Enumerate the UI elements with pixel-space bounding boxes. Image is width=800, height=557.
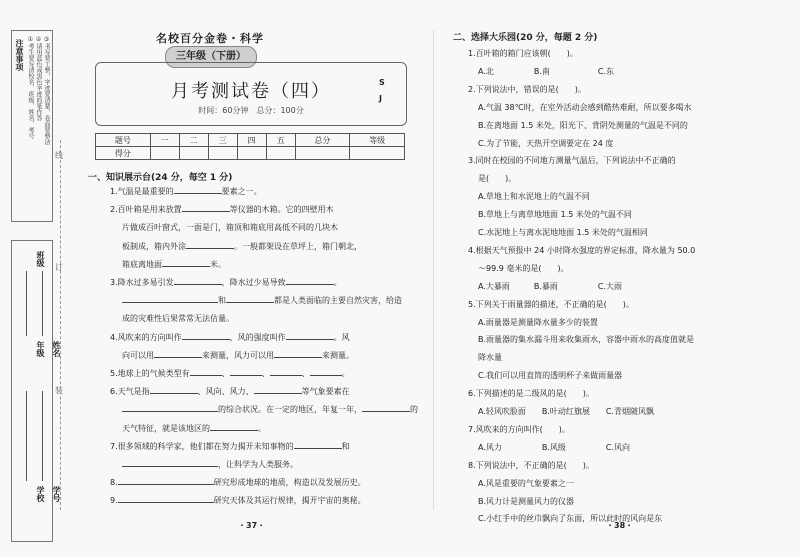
question-text: 来测量，风力可以用 — [202, 350, 274, 360]
choice-option[interactable]: C.水泥地上与离水泥地地面 1.5 米处的气温相同 — [478, 228, 648, 237]
cut-mark: 订 — [55, 263, 63, 272]
choice-option[interactable]: A.雨量器是测量降水量多少的装置 — [478, 317, 598, 327]
section1-line — [110, 202, 334, 218]
question-text: ，风的强度叫作 — [229, 332, 286, 342]
answer-blank[interactable] — [286, 275, 334, 285]
choice-option[interactable]: C.我们可以用直筒的透明杯子来做雨量器 — [478, 371, 623, 381]
section1-line — [122, 457, 298, 473]
section1-line — [110, 184, 262, 200]
class-field-label: 班级 — [36, 251, 45, 267]
notes-line: ②请用蓝色或黑色字迹的笔作答 — [35, 36, 42, 121]
answer-blank[interactable] — [274, 348, 322, 358]
question-text: 地球上的气候类型有 — [117, 369, 190, 378]
notes-label: 注意事项 — [15, 39, 24, 71]
binding-sidebar — [0, 0, 62, 557]
answer-blank[interactable] — [118, 475, 166, 485]
series-title: 名校百分金卷・科学 — [156, 32, 264, 45]
class-field-line[interactable] — [26, 271, 27, 336]
student-number-field-line[interactable] — [42, 391, 43, 481]
score-cell[interactable] — [150, 147, 179, 160]
answer-blank[interactable] — [174, 275, 222, 285]
question-number: 7. — [110, 441, 118, 451]
choice-option[interactable]: C.小红手中的丝巾飘向了东面，所以此时的风向是东 — [478, 514, 663, 524]
score-header: 五 — [266, 134, 295, 147]
question-text: 的综合状况。在一定的地区，年复一年， — [218, 405, 362, 415]
question-number: 1. — [110, 187, 118, 196]
choice-question: 2.下列说法中，错误的是( )。 — [468, 84, 586, 94]
answer-blank[interactable] — [226, 293, 274, 303]
choice-option[interactable]: B.在离地面 1.5 米处，阳光下、背阴处测量的气温是不同的 — [478, 120, 688, 130]
section1-line — [122, 239, 362, 255]
notes-box — [11, 30, 53, 222]
answer-blank[interactable] — [122, 457, 170, 467]
answer-blank[interactable] — [362, 402, 410, 412]
question-text: 成的灾难性后果常常无法估量。 — [122, 314, 234, 324]
notes-line: ③书写要工整，字迹要清楚，卷面要整洁 — [43, 36, 50, 145]
question-text: 的 — [410, 405, 418, 415]
answer-blank[interactable] — [190, 366, 222, 376]
section1-line — [110, 330, 350, 346]
choice-question: 5.下列关于雨量器的描述，不正确的是( )。 — [468, 299, 634, 309]
question-text: 要素之一。 — [221, 187, 262, 196]
answer-blank[interactable] — [154, 348, 202, 358]
section1-line — [122, 293, 402, 309]
name-field-label: 姓名 — [52, 341, 61, 357]
school-field-line[interactable] — [26, 391, 27, 481]
score-cell[interactable] — [266, 147, 295, 160]
question-text: 都是人类面临的主要自然灾害，给造 — [274, 296, 402, 306]
question-number: 5. — [110, 369, 118, 378]
question-text: 。 — [333, 278, 342, 287]
notes-line: ①考生要写清校名、班级、姓名、考号 — [27, 36, 34, 139]
choice-question: 8.下列说法中，不正确的是( )。 — [468, 460, 594, 470]
choice-option[interactable]: A.北 B.南 C.东 — [478, 66, 615, 76]
exam-meta: 时间：60分钟 总分：100分 — [198, 106, 304, 115]
page-number-right: ・38・ — [606, 521, 634, 530]
section1-line — [122, 311, 234, 327]
score-cell[interactable] — [295, 147, 350, 160]
question-text: 风吹来的方向叫作 — [117, 332, 182, 342]
cut-mark: 装 — [55, 386, 63, 395]
answer-blank[interactable] — [170, 293, 218, 303]
choice-question: 1.百叶箱的箱门应该朝( )。 — [468, 49, 578, 58]
question-text: 天气是指 — [117, 387, 150, 397]
score-cell[interactable] — [237, 147, 266, 160]
edition-mark — [379, 75, 389, 107]
question-number: 9. — [110, 496, 118, 506]
question-text: 研究形成地球的地质，构造以及发展历史。 — [213, 478, 366, 488]
answer-blank[interactable] — [182, 202, 230, 212]
answer-blank[interactable] — [122, 293, 170, 303]
section1-line — [110, 275, 342, 291]
answer-blank[interactable] — [170, 457, 218, 467]
choice-option[interactable]: 是( )。 — [478, 174, 517, 184]
choice-option[interactable]: ～99.9 毫米的是( )。 — [478, 263, 569, 273]
section1-line — [110, 439, 350, 455]
answer-blank[interactable] — [170, 402, 218, 412]
choice-question: 6.下列描述的是二级风的是( )。 — [468, 389, 594, 399]
grade-badge: 三年级（下册） — [165, 46, 257, 68]
answer-blank[interactable] — [122, 402, 170, 412]
question-text: 来测量。 — [322, 350, 354, 360]
score-header: 四 — [237, 134, 266, 147]
question-text: 、 — [221, 369, 230, 378]
student-info-box — [11, 240, 61, 542]
choice-option[interactable]: A.风力 B.风级 C.风向 — [478, 442, 631, 452]
question-text: 天气特征，就是该地区的 — [122, 423, 210, 433]
question-text: 米。 — [210, 259, 226, 269]
choice-option[interactable]: A.草地上和水泥地上的气温不同 — [478, 192, 590, 202]
question-text: 片做成百叶窗式，一面是门，箱顶和箱底用高低不同的几块木 — [122, 223, 338, 233]
answer-blank[interactable] — [210, 421, 258, 431]
score-header: 等级 — [350, 134, 405, 147]
question-text: 、 — [301, 369, 310, 378]
section1-line — [110, 366, 350, 382]
answer-blank[interactable] — [270, 366, 302, 376]
choice-option[interactable]: B.风力计是测量风力的仪器 — [478, 496, 575, 506]
section1-line — [122, 402, 418, 418]
choice-question: 4.根据天气预报中 24 小时降水强度的界定标准，降水量为 50.0 — [468, 245, 696, 255]
choice-option[interactable]: A.大暴雨 B.暴雨 C.大雨 — [478, 281, 623, 291]
section1-line — [122, 421, 266, 437]
score-cell[interactable] — [179, 147, 208, 160]
question-text: 气温是最重要的 — [117, 187, 174, 196]
question-number: 4. — [110, 332, 118, 342]
score-table — [95, 133, 405, 160]
exam-title-box — [95, 62, 407, 126]
question-text: 和 — [341, 441, 350, 451]
score-header: 题号 — [96, 134, 151, 147]
answer-blank[interactable] — [166, 475, 214, 485]
question-text: 和 — [218, 296, 226, 306]
score-header: 二 — [179, 134, 208, 147]
question-text: 等气象要素在 — [301, 387, 350, 397]
score-row-label: 得分 — [96, 147, 151, 160]
school-field-label: 学校 — [36, 486, 45, 502]
answer-blank[interactable] — [186, 239, 234, 249]
question-text: 降水过多易引发 — [117, 278, 174, 287]
section1-line — [122, 257, 226, 273]
question-text: 研究天体及其运行规律，揭开宇宙的奥秘。 — [213, 496, 366, 506]
score-header: 三 — [208, 134, 237, 147]
question-number: 6. — [110, 387, 118, 397]
score-header: 总分 — [295, 134, 350, 147]
edition-s: S — [379, 78, 385, 87]
score-cell[interactable] — [350, 147, 405, 160]
question-text: 等仪器的木箱。它的四壁用木 — [229, 205, 334, 215]
choice-option[interactable]: A.轻风吹脸面 B.叶动红旗展 C.青烟随风飘 — [478, 407, 655, 416]
section1-line — [122, 220, 338, 236]
choice-option[interactable]: B.草地上与离草地地面 1.5 米处的气温不同 — [478, 210, 632, 220]
question-text: 。风 — [333, 332, 350, 342]
section1-line — [110, 475, 366, 491]
answer-blank[interactable] — [310, 366, 342, 376]
choice-question: 7.风吹来的方向叫作( )。 — [468, 424, 570, 434]
score-header: 一 — [150, 134, 179, 147]
name-field-line[interactable] — [42, 271, 43, 336]
answer-blank[interactable] — [166, 493, 214, 503]
answer-blank[interactable] — [294, 439, 342, 449]
choice-option[interactable]: A.风是重要的气象要素之一 — [478, 478, 574, 488]
answer-blank[interactable] — [162, 257, 210, 267]
question-text: 很多领域的科学家，他们都在努力揭开未知事物的 — [117, 441, 294, 451]
question-text: 板制成，箱内外涂 — [122, 241, 186, 251]
question-number: 8. — [110, 478, 118, 488]
section1-title: 一、知识展示台(24 分，每空 1 分) — [88, 173, 233, 183]
student-number-field-label: 学号 — [52, 486, 61, 502]
answer-blank[interactable] — [182, 330, 230, 340]
grade-field-label: 年级 — [36, 341, 45, 357]
answer-blank[interactable] — [118, 493, 166, 503]
question-number: 2. — [110, 205, 118, 215]
question-text: 。 — [341, 369, 350, 378]
answer-blank[interactable] — [174, 184, 222, 194]
choice-option[interactable]: 降水量 — [478, 353, 502, 363]
page-number-left: ・37・ — [238, 521, 266, 530]
section2-title: 二、选择大乐园(20 分，每题 2 分) — [453, 33, 598, 43]
question-text: ，让科学为人类服务。 — [218, 460, 298, 469]
cut-mark: 线 — [55, 151, 63, 160]
choice-option[interactable]: A.气温 38℃时，在室外活动会感到酷热难耐，所以要多喝水 — [478, 102, 692, 112]
page-divider — [433, 30, 434, 510]
answer-blank[interactable] — [254, 384, 302, 394]
question-text: 、风向、风力、 — [197, 387, 254, 397]
exam-title: 月考测试卷（四） — [171, 81, 331, 102]
answer-blank[interactable] — [150, 384, 198, 394]
score-cell[interactable] — [208, 147, 237, 160]
section1-line — [122, 348, 354, 364]
question-text: 向可以用 — [122, 350, 154, 360]
choice-question: 3.同时在校园的不同地方测量气温后，下列说法中不正确的 — [468, 156, 676, 166]
edition-j: J — [379, 94, 382, 103]
choice-option[interactable]: B.雨量器的集水漏斗用来收集雨水，容器中雨水的高度值就是 — [478, 335, 695, 345]
answer-blank[interactable] — [286, 330, 334, 340]
section1-line — [110, 384, 350, 400]
question-text: ，降水过少易导致 — [221, 278, 286, 287]
section1-line — [110, 493, 366, 509]
question-text: 百叶箱是用来放置 — [117, 205, 182, 215]
question-text: 、 — [261, 369, 270, 378]
question-number: 3. — [110, 278, 118, 287]
choice-option[interactable]: C.为了节能，天热开空调要定在 24 度 — [478, 138, 614, 148]
question-text: 。一般都架设在草坪上，箱门朝北， — [234, 241, 362, 251]
question-text: 箱底离地面 — [122, 259, 162, 269]
cut-line — [60, 140, 62, 510]
question-text: 。 — [258, 423, 266, 433]
answer-blank[interactable] — [230, 366, 262, 376]
